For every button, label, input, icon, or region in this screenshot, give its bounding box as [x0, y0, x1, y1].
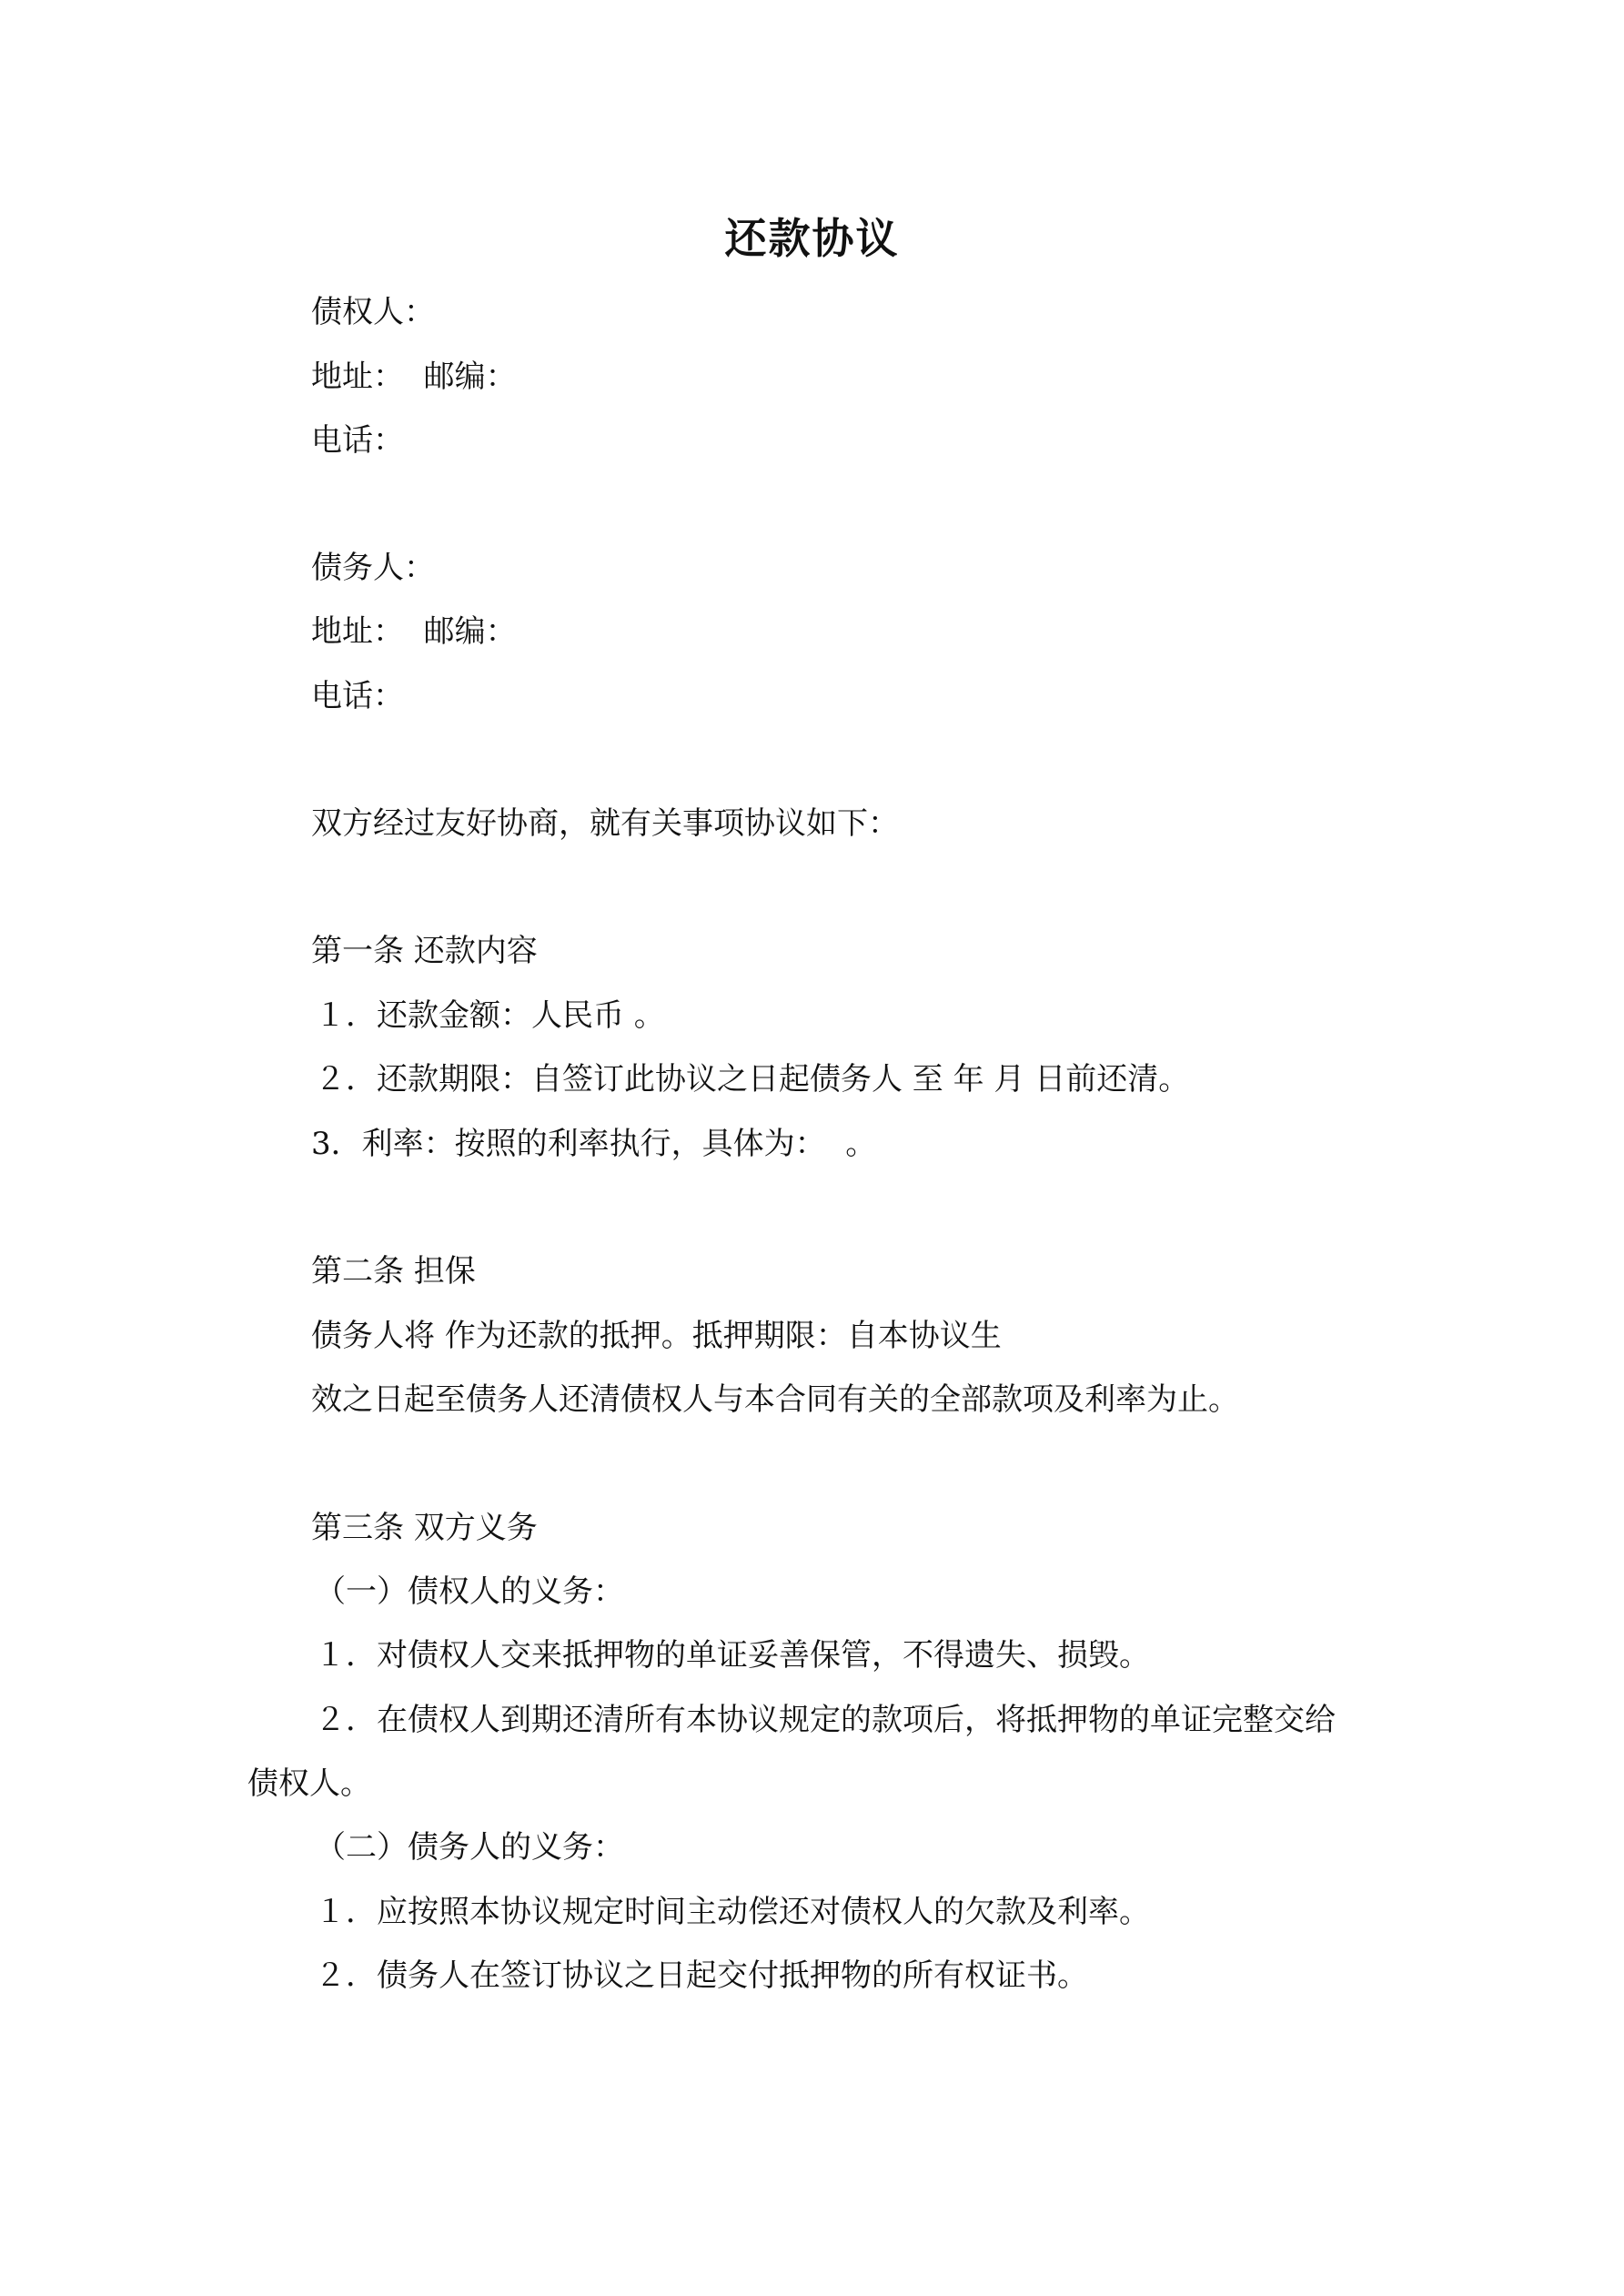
creditor-duty-2-line1: ２．在债权人到期还清所有本协议规定的款项后，将抵押物的单证完整交给 [315, 1702, 1336, 1738]
article2-heading: 第二条 担保 [311, 1253, 476, 1290]
debtor-address-line: 地址： 邮编： [311, 613, 517, 650]
debtor-duty-2: ２．债务人在签订协议之日起交付抵押物的所有权证书。 [315, 1957, 1088, 1994]
article1-item3: 3．利率：按照的利率执行，具体为： 。 [311, 1126, 877, 1162]
article1-item1: １．还款金额：人民币 。 [315, 997, 665, 1034]
debtor-duties-heading: （二）债务人的义务： [315, 1829, 624, 1866]
debtor-phone-label: 电话： [311, 678, 404, 714]
document-title: 还款协议 [724, 214, 900, 263]
article2-line2: 效之日起至债务人还清债权人与本合同有关的全部款项及利率为止。 [311, 1381, 1239, 1418]
article2-line1: 债务人将 作为还款的抵押。抵押期限：自本协议生 [311, 1318, 1002, 1354]
article1-item2: ２．还款期限：自签订此协议之日起债务人 至 年 月 日前还清。 [315, 1061, 1190, 1097]
creditor-duties-heading: （一）债权人的义务： [315, 1573, 624, 1610]
creditor-duty-1: １．对债权人交来抵押物的单证妥善保管，不得遗失、损毁。 [315, 1637, 1150, 1674]
article1-heading: 第一条 还款内容 [311, 933, 538, 969]
intro-paragraph: 双方经过友好协商，就有关事项协议如下： [311, 805, 899, 842]
article3-heading: 第三条 双方义务 [311, 1510, 538, 1546]
creditor-duty-2-line2: 债权人。 [247, 1765, 371, 1802]
creditor-phone-label: 电话： [311, 422, 404, 459]
debtor-name-label: 债务人： [311, 550, 435, 586]
creditor-name-label: 债权人： [311, 294, 435, 330]
debtor-duty-1: １．应按照本协议规定时间主动偿还对债权人的欠款及利率。 [315, 1894, 1150, 1930]
creditor-address-line: 地址： 邮编： [311, 359, 517, 395]
